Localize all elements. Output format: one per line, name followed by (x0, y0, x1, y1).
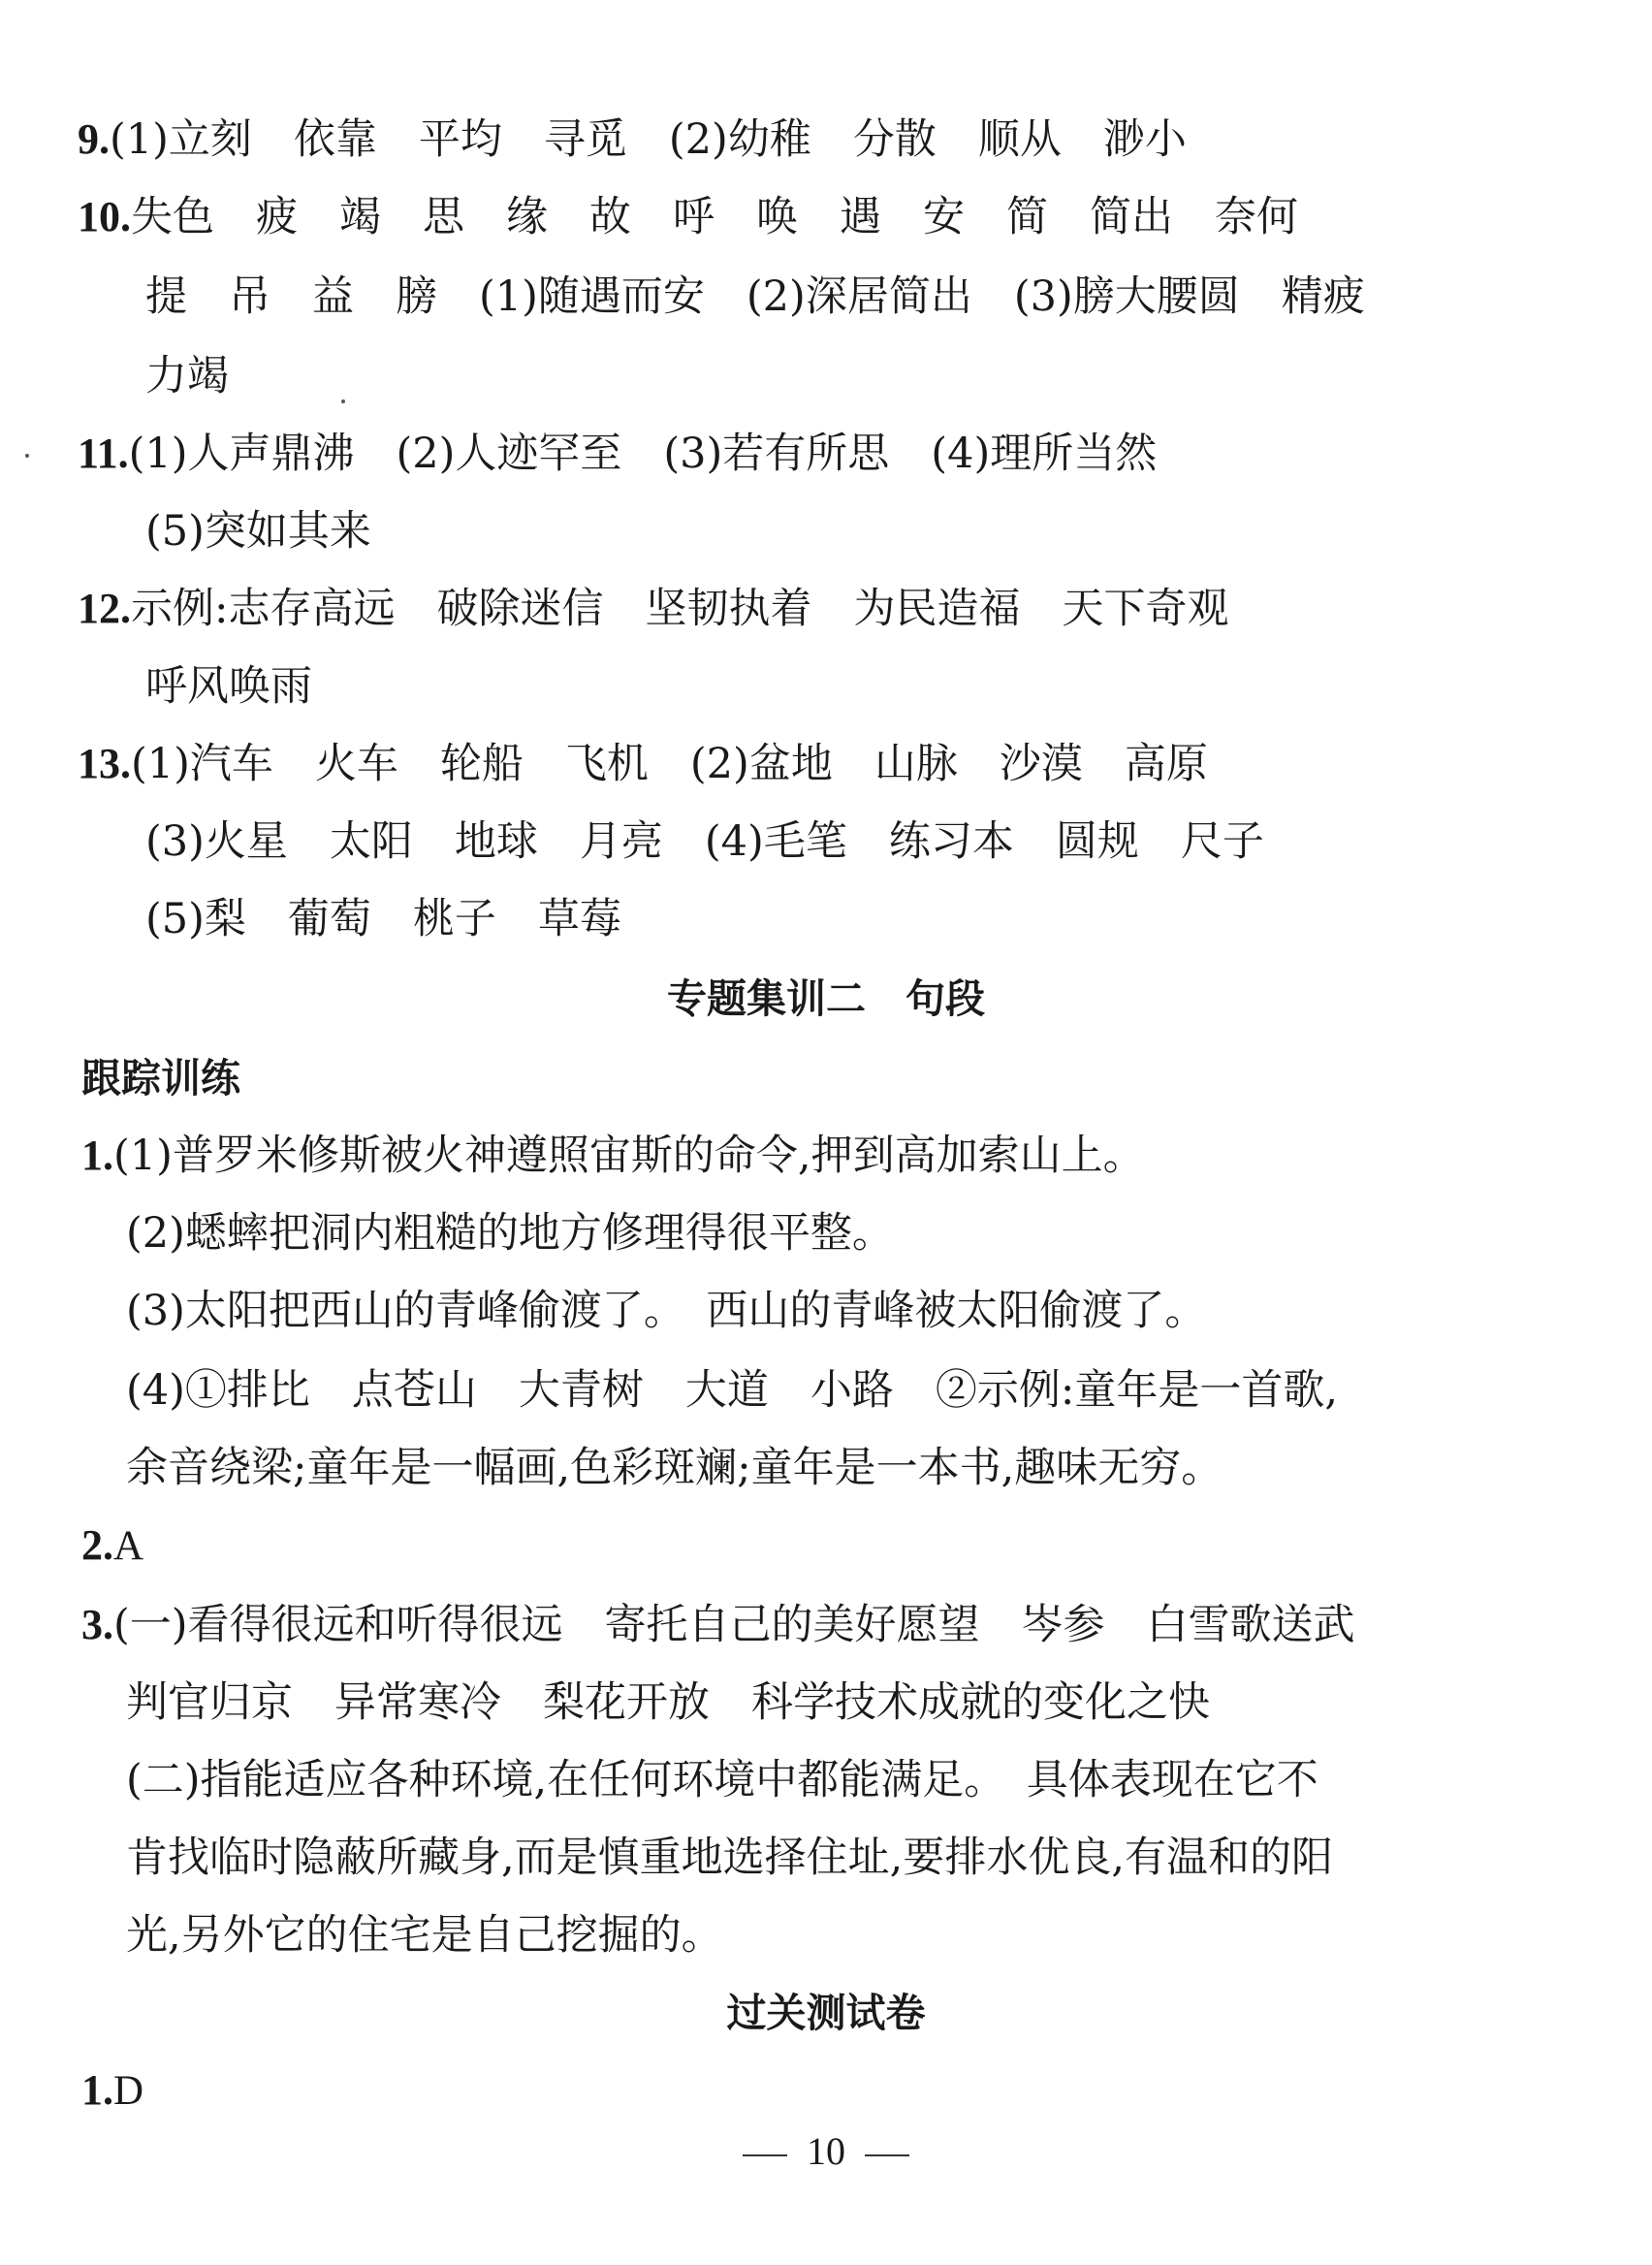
answer-11-line2: (5)突如其来 (145, 507, 371, 556)
answer-3 (81, 1596, 1355, 1654)
answer-number: 12. (78, 585, 131, 632)
answer-number: 11. (78, 430, 129, 477)
footer-dash-left (743, 2154, 787, 2156)
answer-text: D (113, 2068, 144, 2114)
answer-10-line3: 力竭 (145, 352, 229, 400)
answer-text: A (113, 1523, 144, 1569)
answer-11 (78, 425, 1157, 483)
answer-text: 示例:志存高远 破除迷信 坚韧执着 为民造福 天下奇观 (131, 585, 1229, 633)
scan-speck (341, 399, 345, 403)
answer-9 (78, 111, 1187, 169)
answer-text: (1)人声鼎沸 (2)人迹罕至 (3)若有所思 (4)理所当然 (128, 430, 1158, 478)
answer-1-line3: (3)太阳把西山的青峰偷渡了。 西山的青峰被太阳偷渡了。 (126, 1287, 1207, 1335)
answer-1-line2: (2)蟋蟀把洞内粗糙的地方修理得很平整。 (126, 1209, 894, 1258)
answer-text: (1)汽车 火车 轮船 飞机 (2)盆地 山脉 沙漠 高原 (131, 740, 1208, 788)
answer-2 (81, 1516, 143, 1576)
answer-number: 9. (78, 115, 110, 163)
answer-3-line2: 判官归京 异常寒冷 梨花开放 科学技术成就的变化之快 (126, 1678, 1210, 1727)
answer-1 (81, 1127, 1145, 1185)
answer-10-line2: 提 吊 益 膀 (1)随遇而安 (2)深居简出 (3)膀大腰圆 精疲 (145, 272, 1365, 321)
answer-3-line5: 光,另外它的住宅是自己挖掘的。 (126, 1911, 723, 1960)
answer-1-line4: (4)①排比 点苍山 大青树 大道 小路 ②示例:童年是一首歌, (126, 1366, 1339, 1415)
page-footer (0, 2127, 1652, 2176)
answer-13-line2: (3)火星 太阳 地球 月亮 (4)毛笔 练习本 圆规 尺子 (145, 817, 1264, 866)
answer-number: 2. (81, 1521, 113, 1569)
answer-number: 1. (81, 1132, 113, 1179)
footer-dash-right (865, 2154, 909, 2156)
answer-1-line5: 余音绕梁;童年是一幅画,色彩斑斓;童年是一本书,趣味无穷。 (126, 1444, 1223, 1492)
test-title: 过关测试卷 (726, 1990, 926, 2036)
scan-speck (25, 454, 29, 458)
answer-3-line4: 肯找临时隐蔽所藏身,而是慎重地选择住址,要排水优良,有温和的阳 (126, 1834, 1334, 1882)
answer-number: 13. (78, 740, 131, 787)
answer-13-line3: (5)梨 葡萄 桃子 草莓 (145, 895, 621, 943)
answer-3-line3: (二)指能适应各种环境,在任何环境中都能满足。 具体表现在它不 (126, 1756, 1318, 1804)
answer-12 (78, 580, 1229, 638)
answer-text: 失色 疲 竭 思 缘 故 呼 唤 遇 安 简 简出 奈何 (131, 193, 1298, 241)
answer-10 (78, 188, 1298, 246)
subsection-title: 跟踪训练 (81, 1055, 240, 1101)
answer-number: 1. (81, 2066, 113, 2114)
section-title: 专题集训二 句段 (667, 975, 985, 1022)
answer-text: (1)普罗米修斯被火神遵照宙斯的命令,押到高加索山上。 (113, 1132, 1145, 1180)
answer-number: 10. (78, 193, 131, 240)
page-number: 10 (807, 2129, 845, 2173)
test-answer-1 (81, 2061, 143, 2121)
answer-text: (一)看得很远和听得很远 寄托自己的美好愿望 岑参 白雪歌送武 (113, 1601, 1355, 1649)
answer-number: 3. (81, 1601, 113, 1648)
answer-13 (78, 735, 1208, 793)
answer-12-line2: 呼风唤雨 (145, 662, 312, 711)
answer-text: (1)立刻 依靠 平均 寻觅 (2)幼稚 分散 顺从 渺小 (110, 115, 1187, 164)
